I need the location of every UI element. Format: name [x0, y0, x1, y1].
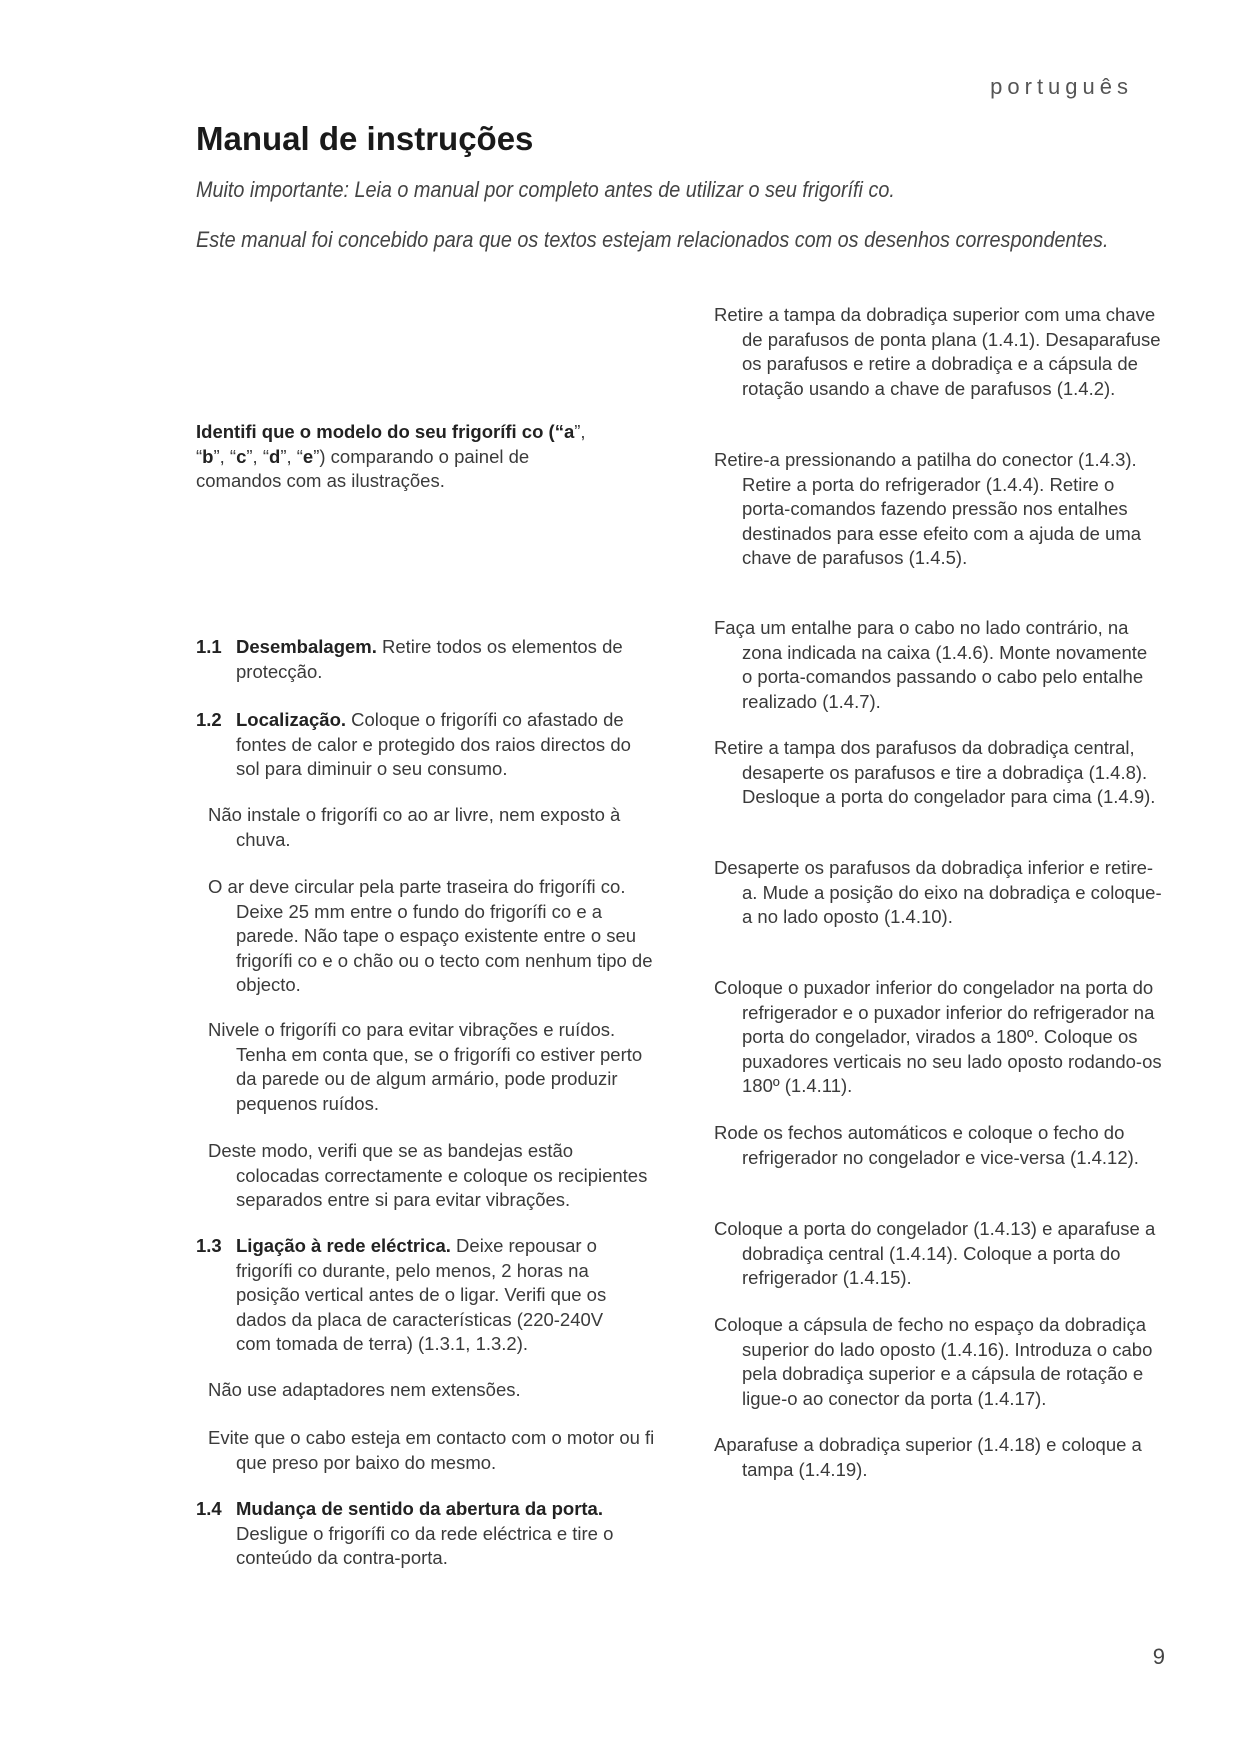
intro-note: Este manual foi concebido para que os textos estejam relacionados com os desenhos correspondentes.	[196, 227, 1109, 252]
section-1-4: 1.4 Mudança de sentido da abertura da porta. Desligue o frigorífi co da rede eléctrica e tire o conteúdo da contra-porta.	[196, 1498, 614, 1568]
step-center-hinge: Retire a tampa dos parafusos da dobradiça central, desaperte os parafusos e tire a dobradiça (1.4.8). Desloque a porta do congelador para cima (1.4.9).	[714, 737, 1156, 807]
step-cable-notch: Faça um entalhe para o cabo no lado contrário, na zona indicada na caixa (1.4.6). Monte novamente o porta-comandos passando o cabo pelo entalhe realizado (1.4.7).	[714, 617, 1148, 712]
language-label: português	[990, 74, 1133, 99]
step-handles: Coloque o puxador inferior do congelador na porta do refrigerador e o puxador inferior do refrigerador na porta do congelador, virados a 180º. Coloque os puxadores verticais no seu lado oposto rodando-os 180º (1.4.11).	[714, 977, 1162, 1096]
paragraph-nivelar: Nivele o frigorífi co para evitar vibrações e ruídos. Tenha em conta que, se o frigorífi co estiver perto da parede ou de algum armário, pode produzir pequenos ruídos.	[208, 1019, 643, 1114]
step-freezer-door: Coloque a porta do congelador (1.4.13) e aparafuse a dobradiça central (1.4.14). Coloque a porta do refrigerador (1.4.15).	[714, 1218, 1156, 1288]
step-screw-top-hinge: Aparafuse a dobradiça superior (1.4.18) e coloque a tampa (1.4.19).	[714, 1434, 1142, 1480]
section-1-1: 1.1 Desembalagem. Retire todos os elementos de protecção.	[196, 636, 623, 682]
step-remove-connector: Retire-a pressionando a patilha do conector (1.4.3). Retire a porta do refrigerador (1.4.4). Retire o porta-comandos fazendo pressão nos entalhes destinados para esse efeito com a ajuda de uma chave de parafusos (1.4.5).	[714, 449, 1142, 568]
identify-model-paragraph: Identifi que o modelo do seu frigorífi co (“a”, “b”, “c”, “d”, “e”) comparando o painel de comandos com as ilustrações.	[196, 421, 586, 491]
page-number: 9	[1152, 1644, 1165, 1669]
paragraph-circulacao-ar: O ar deve circular pela parte traseira do frigorífi co. Deixe 25 mm entre o fundo do frigorífi co e a parede. Não tape o espaço existente entre o seu frigorífi co e o chão ou o tecto com nenhum tipo de objecto.	[208, 876, 653, 995]
step-remove-top-hinge: Retire a tampa da dobradiça superior com uma chave de parafusos de ponta plana (1.4.1). Desaparafuse os parafusos e retire a dobradiça e a cápsula de rotação usando a chave de parafusos (1.4.2).	[714, 304, 1161, 399]
paragraph-bandejas: Deste modo, verifi que se as bandejas estão colocadas correctamente e coloque os recipientes separados entre si para evitar vibrações.	[208, 1140, 648, 1210]
section-1-3: 1.3 Ligação à rede eléctrica. Deixe repousar o frigorífi co durante, pelo menos, 2 horas na posição vertical antes de o ligar. Verifi que os dados da placa de características (220-240V com tomada de terra) (1.3.1, 1.3.2).	[196, 1235, 607, 1354]
step-lower-hinge: Desaperte os parafusos da dobradiça inferior e retire-a. Mude a posição do eixo na dobradiça e coloque-a no lado oposto (1.4.10).	[714, 857, 1162, 927]
intro-warning: Muito importante: Leia o manual por completo antes de utilizar o seu frigorífi co.	[196, 177, 895, 202]
step-latches: Rode os fechos automáticos e coloque o fecho do refrigerador no congelador e vice-versa (1.4.12).	[714, 1122, 1139, 1168]
section-1-2: 1.2 Localização. Coloque o frigorífi co afastado de fontes de calor e protegido dos raios directos do sol para diminuir o seu consumo.	[196, 709, 631, 779]
paragraph-adaptadores: Não use adaptadores nem extensões.	[208, 1379, 521, 1400]
page-title: Manual de instruções	[196, 120, 534, 157]
step-closing-capsule: Coloque a cápsula de fecho no espaço da dobradiça superior do lado oposto (1.4.16). Introduza o cabo pela dobradiça superior e a cápsula de rotação e ligue-o ao conector da porta (1.4.17).	[714, 1314, 1153, 1409]
paragraph-ar-livre: Não instale o frigorífi co ao ar livre, nem exposto à chuva.	[208, 804, 621, 850]
paragraph-cabo: Evite que o cabo esteja em contacto com o motor ou fi que preso por baixo do mesmo.	[208, 1427, 655, 1473]
